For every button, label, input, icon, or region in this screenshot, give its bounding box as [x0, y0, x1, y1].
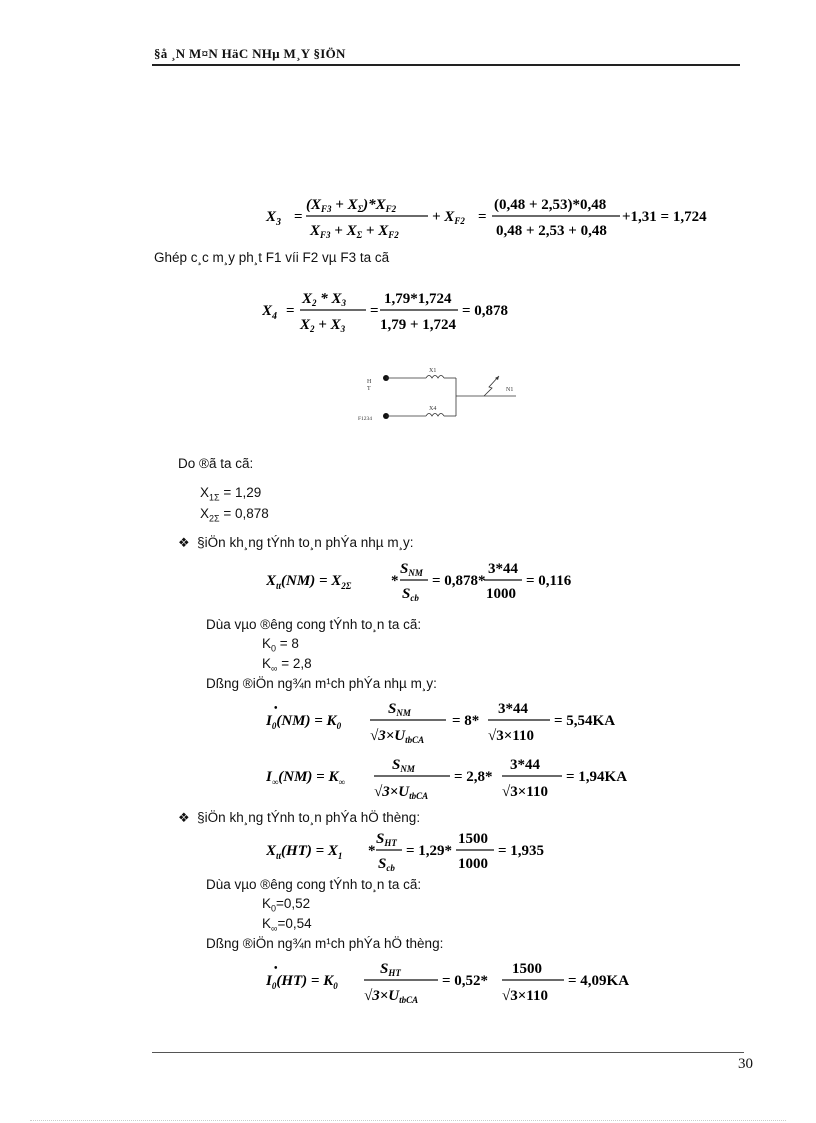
svg-text:1000: 1000 — [486, 586, 516, 602]
svg-text:√3×UtbCA: $√3\times U_{tbCA}$ — [370, 728, 425, 745]
svg-text:0,48 + 2,53 + 0,48: 0,48 + 2,53 + 0,48 — [496, 223, 607, 239]
svg-text:1000: 1000 — [458, 856, 488, 872]
header-rule — [152, 64, 740, 66]
svg-text:1500: 1500 — [458, 831, 488, 847]
svg-text:Xtt(NM) = X2Σ: $X_{tt}(NM) = X_{2\Sigma}$ — [266, 573, 352, 591]
paragraph-do-do: Do ®ã ta cã: — [178, 456, 254, 471]
svg-text:3*44: 3*44 — [510, 757, 540, 773]
page-number: 30 — [738, 1056, 753, 1072]
node-ht-label-h: H — [367, 379, 372, 385]
value-k0-nm: $K_0 = 8$ — [262, 636, 299, 654]
svg-text:= 8*: = 8* — [452, 713, 480, 729]
paragraph-dong-2: Dßng ®iÖn ng¾n m¹ch phÝa hÖ thèng: — [206, 936, 444, 951]
svg-text:X2 + X3: $X_2 + X_3$ — [300, 317, 346, 334]
svg-text:SNM: $S_{NM}$ — [400, 561, 423, 578]
svg-text:=: = — [478, 209, 487, 225]
bullet-he-thong: ❖ §iÖn kh¸ng tÝnh to¸n phÝa hÖ thèng: — [178, 810, 421, 825]
svg-text:I0(NM) = K0: $I_0(NM) = K_0$ — [266, 713, 342, 731]
diamond-bullet-icon: ❖ — [178, 810, 190, 825]
svg-text:√3×110: √3×110 — [488, 728, 534, 744]
svg-text:XF3 + XΣ + XF2: $X_{F3} + X_\Sigma + X_{F2}$ — [310, 223, 399, 240]
page-bottom-border — [30, 1120, 786, 1121]
value-kinf-nm: $K_\infty = 2,8$ — [262, 656, 312, 674]
svg-text:X4: $X_4$ — [262, 303, 278, 322]
svg-text:√3×110: √3×110 — [502, 784, 548, 800]
node-f-label: F1234 — [358, 416, 373, 422]
svg-text:= 4,09KA: = 4,09KA — [568, 973, 630, 989]
svg-text:1500: 1500 — [512, 961, 542, 977]
node-ht-label-t: T — [367, 386, 371, 392]
page-header-title: §å ¸N M¤N HäC NHµ M¸Y §IÖN — [154, 46, 346, 61]
svg-text:√3×UtbCA: $√3\times U_{tbCA}$ — [374, 784, 429, 801]
value-kinf-ht: $K_\infty=0,54$ — [262, 916, 312, 934]
inductor-x1 — [426, 376, 444, 379]
svg-text:X2 * X3: $X_2 * X_3$ — [302, 291, 347, 308]
svg-text:•: • — [274, 703, 278, 714]
svg-text:3*44: 3*44 — [498, 701, 528, 717]
svg-text:=: = — [286, 303, 295, 319]
svg-text:(XF3 + XΣ)*XF2: $(X_{F3} + X_\Sigma)*X_{F2}$ — [306, 197, 397, 214]
svg-text:I0(HT) = K0: $I_0(HT) = K_0$ — [266, 973, 338, 991]
svg-text:√3×UtbCA: $√3\times U_{tbCA}$ — [364, 988, 419, 1005]
equation-xtt-ht — [266, 826, 586, 876]
value-k0-ht: $K_0=0,52$ — [262, 896, 311, 914]
svg-text:Scb: $S_{cb}$ — [402, 586, 419, 603]
bullet-nha-may: ❖ §iÖn kh¸ng tÝnh to¸n phÝa nhµ m¸y: — [178, 535, 414, 550]
svg-text:SHT: $S_{HT}$ — [380, 961, 401, 978]
paragraph-dong-1: Dßng ®iÖn ng¾n m¹ch phÝa nhµ m¸y: — [206, 676, 437, 691]
svg-text:= 5,54KA: = 5,54KA — [554, 713, 616, 729]
svg-text:= 1,94KA: = 1,94KA — [566, 769, 628, 785]
svg-text:*: * — [391, 573, 399, 589]
paragraph-dua-vao-2: Dùa vµo ®êng cong tÝnh to¸n ta cã: — [206, 877, 422, 892]
inductor-x4 — [426, 414, 444, 417]
svg-text:Xtt(HT) = X1: $X_{tt}(HT) = X_1$ — [266, 843, 343, 861]
svg-text:3*44: 3*44 — [488, 561, 518, 577]
equation-i0-nm — [266, 694, 666, 750]
svg-text:= 2,8*: = 2,8* — [454, 769, 493, 785]
svg-text:= 0,116: = 0,116 — [526, 573, 572, 589]
paragraph-ghep: Ghép c¸c m¸y ph¸t F1 víi F2 vµ F3 ta cã — [154, 250, 390, 265]
footer-rule — [152, 1052, 744, 1053]
svg-text:√3×110: √3×110 — [502, 988, 548, 1004]
equation-iinf-nm — [266, 750, 666, 806]
svg-text:1,79*1,724: 1,79*1,724 — [384, 291, 452, 307]
value-x2-sigma: $X_{2\Sigma} = 0,878$ — [200, 506, 269, 524]
svg-text:Scb: $S_{cb}$ — [378, 856, 395, 873]
equation-i0-ht — [266, 954, 666, 1010]
svg-text:= 0,52*: = 0,52* — [442, 973, 489, 989]
equation-xtt-nm — [266, 556, 596, 606]
svg-text:X3: $X_3$ — [266, 209, 282, 228]
equation-x3 — [262, 190, 732, 242]
svg-text:•: • — [274, 963, 278, 974]
svg-text:SHT: $S_{HT}$ — [376, 831, 397, 848]
svg-text:=: = — [370, 303, 379, 319]
svg-text:SNM: $S_{NM}$ — [388, 701, 411, 718]
svg-text:*: * — [368, 843, 376, 859]
svg-text:= 0,878*: = 0,878* — [432, 573, 486, 589]
equation-x4 — [262, 284, 552, 336]
svg-text:= 1,29*: = 1,29* — [406, 843, 453, 859]
svg-text:SNM: $S_{NM}$ — [392, 757, 415, 774]
value-x1-sigma: $X_{1\Sigma} = 1,29$ — [200, 485, 262, 503]
svg-text:+ XF2: + $X_{F2}$ — [432, 209, 465, 226]
svg-text:=: = — [294, 209, 303, 225]
fault-label: N1 — [506, 387, 514, 393]
paragraph-dua-vao-1: Dùa vµo ®êng cong tÝnh to¸n ta cã: — [206, 617, 422, 632]
svg-text:1,79 + 1,724: 1,79 + 1,724 — [380, 317, 457, 333]
x4-label: X4 — [429, 406, 437, 412]
svg-text:+1,31 = 1,724: +1,31 = 1,724 — [622, 209, 707, 225]
circuit-diagram — [356, 362, 526, 430]
svg-text:= 1,935: = 1,935 — [498, 843, 545, 859]
x1-label: X1 — [429, 368, 437, 374]
diamond-bullet-icon: ❖ — [178, 535, 190, 550]
svg-text:= 0,878: = 0,878 — [462, 303, 509, 319]
svg-text:(0,48 + 2,53)*0,48: (0,48 + 2,53)*0,48 — [494, 197, 607, 213]
svg-text:I∞(NM) = K∞: $I_\infty(NM) = K_\infty$ — [266, 769, 345, 787]
